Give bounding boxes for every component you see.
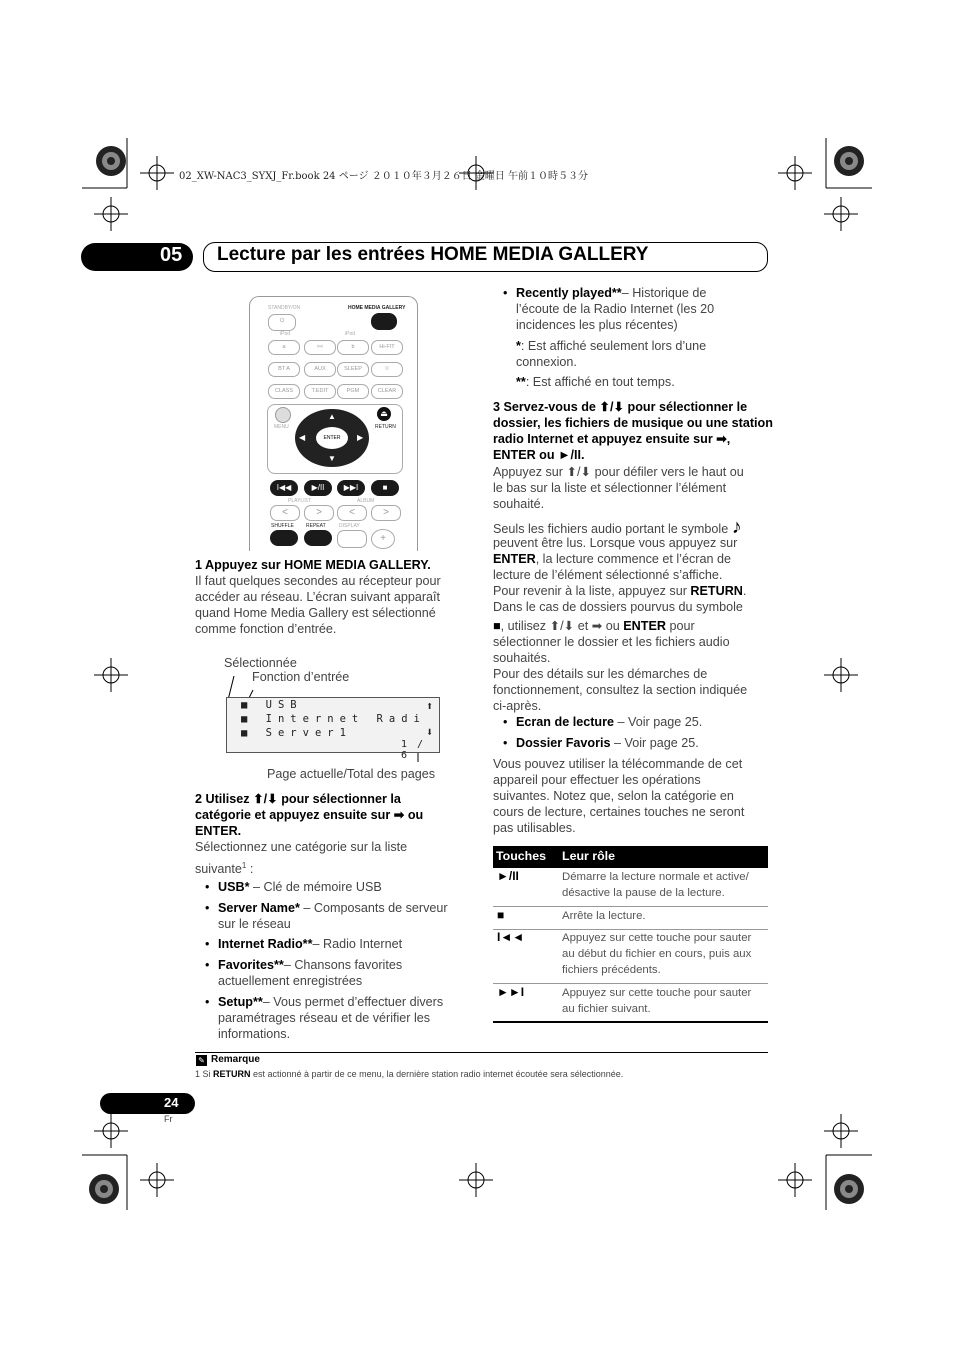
display-button [337,530,367,548]
prev-track-icon: I◄◄ [497,930,525,944]
label-input-function: Fonction d’entrée [252,670,350,684]
step2-heading-b: catégorie et appuyez ensuite sur ➡ ou [195,808,424,822]
remote-button: > [371,505,401,521]
table-col-role: Leur rôle [562,849,616,863]
remote-label-shuffle: SHUFFLE [271,523,294,529]
remote-label-menu: MENU [274,424,289,430]
note-text: 1 Si RETURN est actionné à partir de ce menu, la dernière station radio internet écoutée sera sélectionnée. [195,1069,624,1079]
page-number-badge [100,1093,195,1114]
right-arrow-icon: ▶ [357,433,364,442]
table-row-desc: Démarre la lecture normale et active/ désactive la pause de la lecture. [562,871,749,899]
play-pause-icon: ►/II [497,869,519,883]
remote-label-repeat: REPEAT [306,523,326,529]
step2-heading-a: 2 Utilisez ⬆/⬇ pour sélectionner la [195,792,401,806]
p4-line-b: appareil pour effectuer les opérations [493,773,701,787]
folder-icon: ■ [241,699,254,711]
remote-control-illustration [249,296,418,551]
table-divider [493,906,768,907]
page-language: Fr [164,1114,173,1124]
table-bottom-rule [493,1021,768,1023]
step2-body-b: suivante [195,862,242,877]
label-page: Page actuelle/Total des pages [267,767,436,781]
step1-body: Il faut quelques secondes au récepteur pour accéder au réseau. L’écran suivant apparaît quand Home Media Gallery est sélectionné comme fonction d’entrée. [195,574,441,636]
p2-line-e: Pour revenir à la liste, appuyez sur RETURN. [493,584,747,598]
remote-button: ☉ [371,362,403,377]
p3-line-b: fonctionnement, consultez la section indiquée [493,683,748,697]
return-icon: ⏏ [377,407,391,421]
prev-track-icon: I◀◀ [270,480,298,496]
scroll-down-icon: ⬇ [426,725,434,739]
step3-heading-d: ENTER ou ►/II. [493,448,585,462]
table-row-desc: Appuyez sur cette touche pour sauter au début du fichier en cours, puis aux fichiers précédents. [562,932,752,976]
remote-button-clear: CLEAR [371,384,403,399]
p3-line-a: Pour des détails sur les démarches de [493,667,708,681]
remote-button-sleep: SLEEP [337,362,369,377]
p3-line-c: ci-après. [493,699,542,713]
step3-heading-a: 3 Servez-vous de ⬆/⬇ pour sélectionner le [493,400,748,414]
remote-button-hifit: Hi-FIT [371,340,403,355]
remote-label-enter: ENTER [316,427,348,449]
p4-line-d: cours de lecture, certaines touches ne seront [493,805,745,819]
remote-button-class: CLASS [268,384,300,399]
step2-heading-c: ENTER. [195,824,242,838]
chapter-number: 05 [160,244,183,266]
p2-line-d: lecture de l’élément sélectionné s’affiche. [493,568,723,582]
folder-icon: ■ [493,619,501,633]
p2-line-f: Dans le cas de dossiers pourvus du symbole [493,600,743,614]
lcd-display [226,697,440,761]
p1-line-a: Appuyez sur ⬆/⬇ pour défiler vers le haut ou [493,465,744,479]
step2-body-b-line [195,858,253,877]
remote-button-pgm: PGM [337,384,369,399]
p2-line-h: sélectionner le dossier et les fichiers audio [493,635,730,649]
p4-line-a: Vous pouvez utiliser la télécommande de cet [493,757,743,771]
footnote-ref: 1 [241,861,247,870]
remote-label-standby: STANDBY/ON [268,305,301,311]
step3-heading-b: dossier, les fichiers de musique ou une station [493,416,773,430]
list-item: • Setup**– Vous permet d’effectuer divers paramétrages réseau et de vérifier les informations. [205,995,444,1041]
table-divider [493,983,768,984]
p2-line-g: ■, utilisez ⬆/⬇ et ➡ ou ENTER pour [493,619,695,633]
note-rule [195,1052,768,1053]
table-row-desc: Arrête la lecture. [562,910,646,922]
remote-button: < [337,505,367,521]
list-item: • Ecran de lecture – Voir page 25. [503,715,703,729]
remote-button-tedit: T.EDIT [304,384,336,399]
list-item: • Internet Radio**– Radio Internet [205,937,403,951]
remote-label-ipod1: iPod [280,331,291,337]
left-arrow-icon: ◀ [299,433,306,442]
next-track-icon: ▶▶I [337,480,365,496]
lcd-row-3: Server1 [265,727,352,739]
chapter-title: Lecture par les entrées HOME MEDIA GALLERY [217,244,649,265]
table-row-desc: Appuyez sur cette touche pour sauter au fichier suivant. [562,987,752,1015]
remote-label-display: DISPLAY [339,523,360,529]
lcd-row-2: Internet Radi [265,713,426,725]
page-number: 24 [164,1095,179,1110]
note-pencil-icon: ✎ [196,1055,207,1066]
step3-heading-c: radio Internet et appuyez ensuite sur ➡, [493,432,731,446]
lcd-page-indicator: 1 / 6 [401,739,426,761]
up-arrow-icon: ▲ [328,412,336,421]
remote-button: >< [304,340,336,355]
p1-line-b: le bas sur la liste et sélectionner l’élément [493,481,727,495]
scroll-up-icon: ⬆ [426,699,434,713]
remote-label-ipod2: iPod [345,331,356,337]
remote-label-playlist: PLAYLIST [288,498,311,504]
remote-button: a [268,340,300,355]
p1-line-c: souhaité. [493,497,545,511]
p2-line-a: Seuls les fichiers audio portant le symbole ♪ [493,516,742,538]
plus-icon: + [371,529,395,549]
lcd-row-1: USB [265,699,303,711]
remote-button: < [270,505,300,521]
remote-button: b [337,340,369,355]
list-item: • Dossier Favoris – Voir page 25. [503,736,699,750]
folder-icon: ■ [241,727,254,739]
remote-button: > [304,505,334,521]
menu-button [275,407,291,423]
stop-icon: ■ [371,480,399,496]
print-header: 02_XW-NAC3_SYXJ_Fr.book 24 ページ ２０１０年３月２６日 金曜日 午前１０時５３分 [179,171,589,182]
label-selected: Sélectionnée [224,656,297,670]
note-single-asterisk: *: Est affiché seulement lors d’une connexion. [516,339,707,369]
remote-label-home-media: HOME MEDIA GALLERY [348,305,406,311]
power-icon: ⏻ [268,314,296,331]
p2-line-i: souhaités. [493,651,551,665]
p2-line-b: peuvent être lus. Lorsque vous appuyez sur [493,536,738,550]
note-double-asterisk: **: Est affiché en tout temps. [516,375,675,389]
play-pause-icon: ▶/II [304,480,332,496]
list-item: • Favorites**– Chansons favorites actuellement enregistrées [205,958,403,988]
p4-line-c: suivantes. Notez que, selon la catégorie en [493,789,734,803]
step2-body-c: : [246,862,254,877]
step1-heading: 1 Appuyez sur HOME MEDIA GALLERY. [195,558,431,572]
list-item: • USB* – Clé de mémoire USB [205,880,382,894]
stop-icon: ■ [497,908,505,922]
list-item-recently-played: • Recently played**– Historique de l’écoute de la Radio Internet (les 20 incidences les plus récentes) [503,286,715,332]
folder-icon: ■ [241,713,254,725]
remote-button-aux: AUX [304,362,336,377]
step2-body-a: Sélectionnez une catégorie sur la liste [195,840,408,854]
remote-button-bta: BT A [268,362,300,377]
shuffle-button [270,530,298,546]
next-track-icon: ►►I [497,985,525,999]
list-item: • Server Name* – Composants de serveur sur le réseau [205,901,448,931]
note-title: Remarque [211,1054,260,1065]
repeat-button [304,530,332,546]
home-media-button [371,313,397,330]
table-col-touches: Touches [496,849,547,863]
p2-line-c: ENTER, la lecture commence et l’écran de [493,552,731,566]
music-note-icon: ♪ [731,516,742,538]
p4-line-e: pas utilisables. [493,821,576,835]
down-arrow-icon: ▼ [328,454,336,463]
remote-label-album: ALBUM [357,498,375,504]
remote-label-return: RETURN [375,424,396,430]
